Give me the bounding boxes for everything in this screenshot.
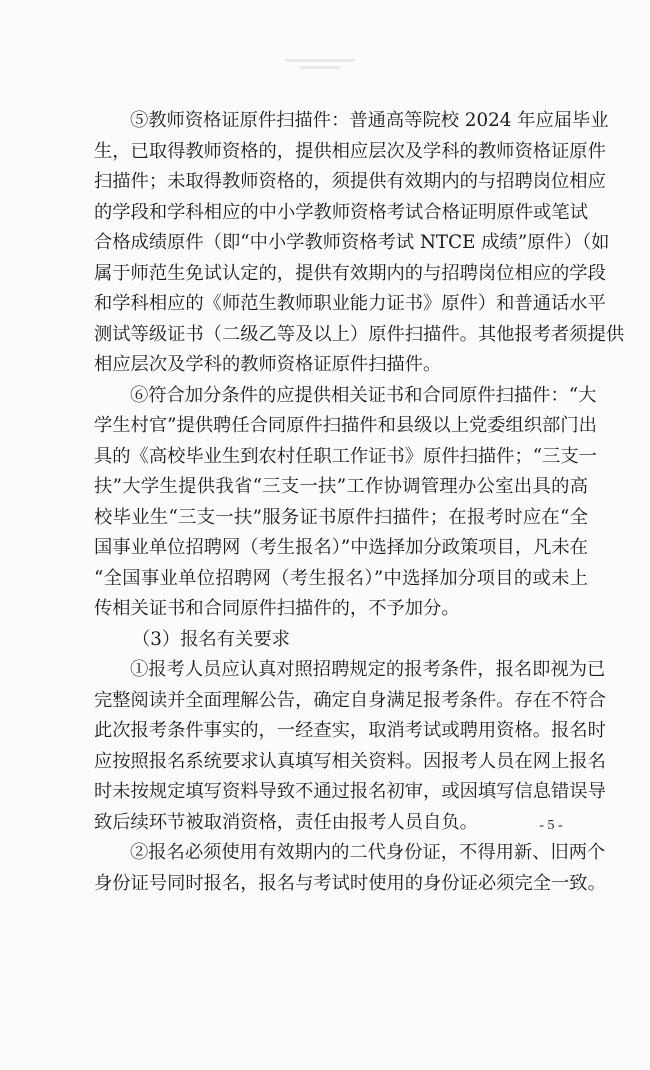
text-line: 合格成绩原件（即“中小学教师资格考试 NTCE 成绩”原件）（如 (94, 232, 610, 253)
text-line: 具的《高校毕业生到农村任职工作证书》原件扫描件；“三支一 (94, 445, 597, 467)
text-line: 致后续环节被取消资格，责任由报考人员自负。 (94, 811, 478, 833)
text-line: 的学段和学科相应的中小学教师资格考试合格证明原件或笔试 (94, 201, 588, 223)
text-line: 应按照报名系统要求认真填写相关资料。因报考人员在网上报名 (94, 750, 606, 772)
text-line: 测试等级证书（二级乙等及以上）原件扫描件。其他报考者须提供 (94, 323, 625, 345)
text-line: 身份证号同时报名，报名与考试时使用的身份证必须完全一致。 (94, 872, 606, 894)
text-line: ②报名必须使用有效期内的二代身份证，不得用新、旧两个 (130, 842, 606, 863)
text-line: 扶”大学生提供我省“三支一扶”工作协调管理办公室出具的高 (94, 476, 588, 497)
text-line: 此次报考条件事实的，一经查实，取消考试或聘用资格。报名时 (94, 720, 606, 741)
text-line: 相应层次及学科的教师资格证原件扫描件。 (94, 354, 442, 375)
text-line: 扫描件；未取得教师资格的，须提供有效期内的与招聘岗位相应 (94, 171, 606, 192)
faint-header-mark (285, 55, 355, 75)
text-line: 时未按规定填写资料导致不通过报名初审，或因填写信息错误导 (94, 781, 606, 802)
text-line: “全国事业单位招聘网（考生报名）”中选择加分项目的或未上 (94, 567, 588, 589)
body-text (94, 106, 625, 899)
text-line: 学生村官”提供聘任合同原件扫描件和县级以上党委组织部门出 (94, 415, 597, 436)
text-line: 和学科相应的《师范生教师职业能力证书》原件）和普通话水平 (94, 293, 606, 314)
text-line: （3）报名有关要求 (132, 628, 290, 650)
text-line: 属于师范生免试认定的，提供有效期内的与招聘岗位相应的学段 (94, 262, 606, 284)
text-line: 传相关证书和合同原件扫描件的，不予加分。 (94, 598, 460, 619)
text-line: ⑤教师资格证原件扫描件：普通高等院校 2024 年应届毕业 (130, 110, 609, 131)
text-line: 国事业单位招聘网（考生报名）”中选择加分政策项目，凡未在 (94, 537, 588, 558)
text-line: 生，已取得教师资格的，提供相应层次及学科的教师资格证原件 (94, 140, 606, 162)
text-line: ①报考人员应认真对照招聘规定的报考条件，报名即视为已 (130, 659, 606, 680)
page-number: - 5 - (539, 818, 563, 833)
text-line: 校毕业生“三支一扶”服务证书原件扫描件；在报考时应在“全 (94, 506, 588, 528)
text-line: ⑥符合加分条件的应提供相关证书和合同原件扫描件：“大 (130, 384, 597, 406)
text-line: 完整阅读并全面理解公告，确定自身满足报考条件。存在不符合 (94, 689, 606, 711)
